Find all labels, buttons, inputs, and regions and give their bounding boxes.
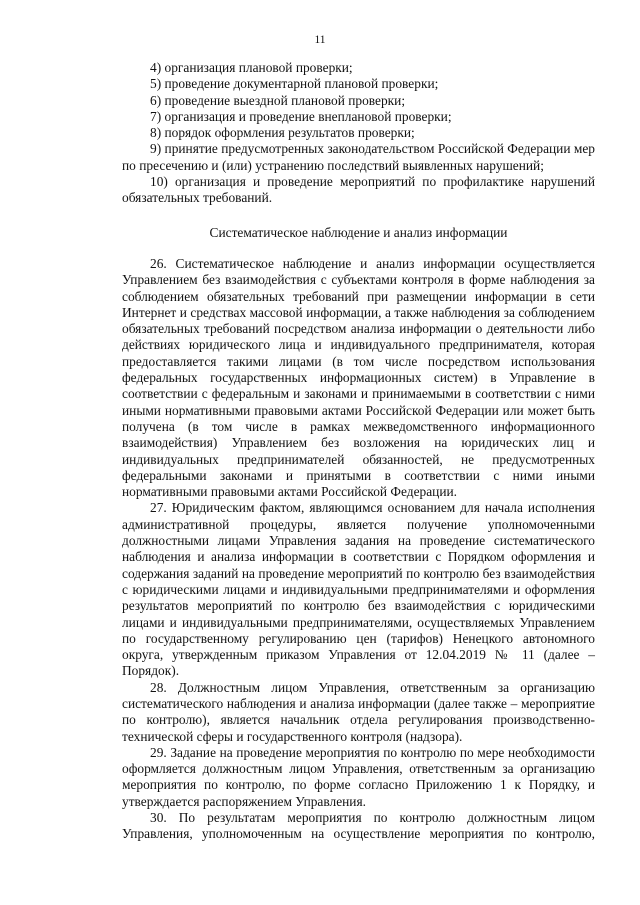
- list-item: 6) проведение выездной плановой проверки;: [150, 92, 406, 108]
- list-item: 10) организация и проведение мероприятий по профилактике нарушений обязательных требований.: [122, 174, 595, 206]
- section-heading: Систематическое наблюдение и анализ информации: [209, 224, 508, 240]
- list-item: 9) принятие предусмотренных законодательством Российской Федерации мер по пресечению и (или) устранению последствий выявленных нарушений;: [122, 141, 595, 173]
- list-item: 4) организация плановой проверки;: [150, 60, 353, 75]
- paragraph: 26. Систематическое наблюдение и анализ информации осуществляется Управлением без взаимодействия с субъектами контроля в форме наблюдения за соблюдением обязательных требований при размещении информации в сети Интернет и средствах массовой информации, а также наблюдения за соблюдением обязательных требований посредством анализа информации о деятельности либо действиях юридического лица и индивидуального предпринимателя, которая предоставляется такими лицами (в том числе посредством использования федеральных государственных информационных систем) в Управление в соответствии с федеральным и законами и принимаемыми в соответствии с ними иными нормативными правовыми актами Российской Федерации или может быть получена (в том числе в рамках межведомственного информационного взаимодействия) Управлением без возложения на юридических лиц и индивидуальных предпринимателей обязанностей, не предусмотренных федеральными законами и принятыми в соответствии с ними иными нормативными правовыми актами Российской Федерации.: [122, 255, 595, 500]
- list-item: 8) порядок оформления результатов проверки;: [150, 125, 415, 141]
- paragraph: 29. Задание на проведение мероприятия по контролю по мере необходимости оформляется должностным лицом Управления, ответственным за организацию мероприятия по контролю, по форме согласно Приложению 1 к Порядку, и утверждается распоряжением Управления.: [122, 744, 595, 809]
- paragraph: 30. По результатам мероприятия по контролю должностным лицом Управления, уполномоченным на осуществление мероприятия по контролю,: [122, 810, 595, 842]
- list-item: 7) организация и проведение внеплановой проверки;: [150, 108, 452, 124]
- paragraph: 28. Должностным лицом Управления, ответственным за организацию систематического наблюдения и анализа информации (далее также – мероприятие по контролю), является начальник отдела регулирования производственно-технической сферы и государственного контроля (надзора).: [122, 679, 595, 744]
- paragraph: 27. Юридическим фактом, являющимся основанием для начала исполнения административной процедуры, является получение уполномоченными должностными лицами Управления задания на проведение систематического наблюдения и анализа информации в соответствии с Порядком оформления и содержания заданий на проведение мероприятий по контролю без взаимодействия с юридическими лицами и индивидуальными предпринимателями и оформления результатов мероприятий по контролю без взаимодействия с юридическими лицами и индивидуальными предпринимателями, осуществляемых Управлением по государственному регулированию цен (тарифов) Ненецкого автономного округа, утвержденным приказом Управления от 12.04.2019 № 11 (далее – Порядок).: [122, 500, 595, 679]
- document-body: [122, 60, 595, 843]
- list-item: 5) проведение документарной плановой проверки;: [150, 76, 439, 92]
- page-number: 11: [314, 34, 326, 46]
